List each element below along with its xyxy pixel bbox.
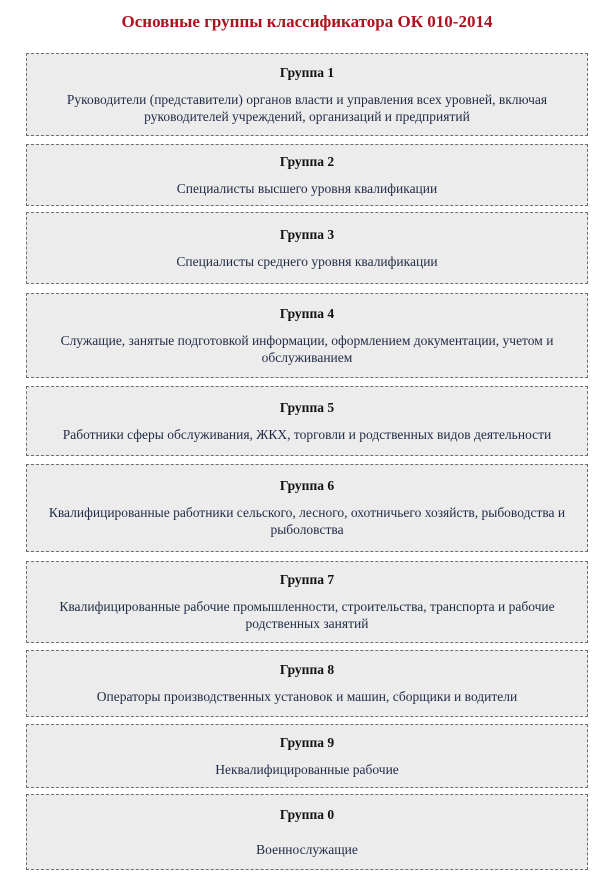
group-name: Группа 0 [279, 806, 335, 822]
group-box-0 [26, 794, 588, 870]
group-box-1 [26, 53, 588, 136]
page-title: Основные группы классификатора ОК 010-2014 [121, 12, 493, 31]
group-box-7 [26, 561, 588, 643]
group-description: Операторы производственных установок и машин, сборщики и водители [96, 689, 518, 704]
group-description: Специалисты среднего уровня квалификации [176, 253, 438, 269]
group-description: Военнослужащие [256, 841, 358, 857]
group-name: Группа 6 [279, 478, 335, 493]
group-box-2 [26, 144, 588, 206]
group-name: Группа 2 [279, 153, 335, 169]
group-description: Работники сферы обслуживания, ЖКХ, торговли и родственных видов деятельности [62, 426, 552, 442]
group-description: Руководители (представители) органов власти и управления всех уровней, включая руководителей учреждений, организаций и предприятий [66, 91, 548, 124]
group-name: Группа 4 [279, 305, 335, 321]
group-box-8 [26, 650, 588, 717]
group-name: Группа 7 [279, 572, 335, 587]
group-description: Служащие, занятые подготовкой информации, оформлением документации, учетом и обслуживанием [60, 332, 554, 365]
group-name: Группа 8 [279, 662, 335, 677]
group-box-3 [26, 212, 588, 284]
group-name: Группа 3 [279, 226, 335, 242]
group-name: Группа 5 [279, 399, 335, 415]
group-box-6 [26, 464, 588, 552]
group-box-9 [26, 724, 588, 788]
group-description: Квалифицированные рабочие промышленности, строительства, транспорта и рабочие родственных занятий [59, 599, 555, 631]
group-name: Группа 1 [279, 64, 335, 80]
group-box-4 [26, 293, 588, 378]
group-box-5 [26, 386, 588, 456]
group-description: Квалифицированные работники сельского, лесного, охотничьего хозяйств, рыбоводства и рыболовства [48, 505, 566, 537]
group-description: Неквалифицированные рабочие [215, 761, 399, 777]
group-description: Специалисты высшего уровня квалификации [176, 180, 438, 196]
group-name: Группа 9 [279, 734, 335, 750]
